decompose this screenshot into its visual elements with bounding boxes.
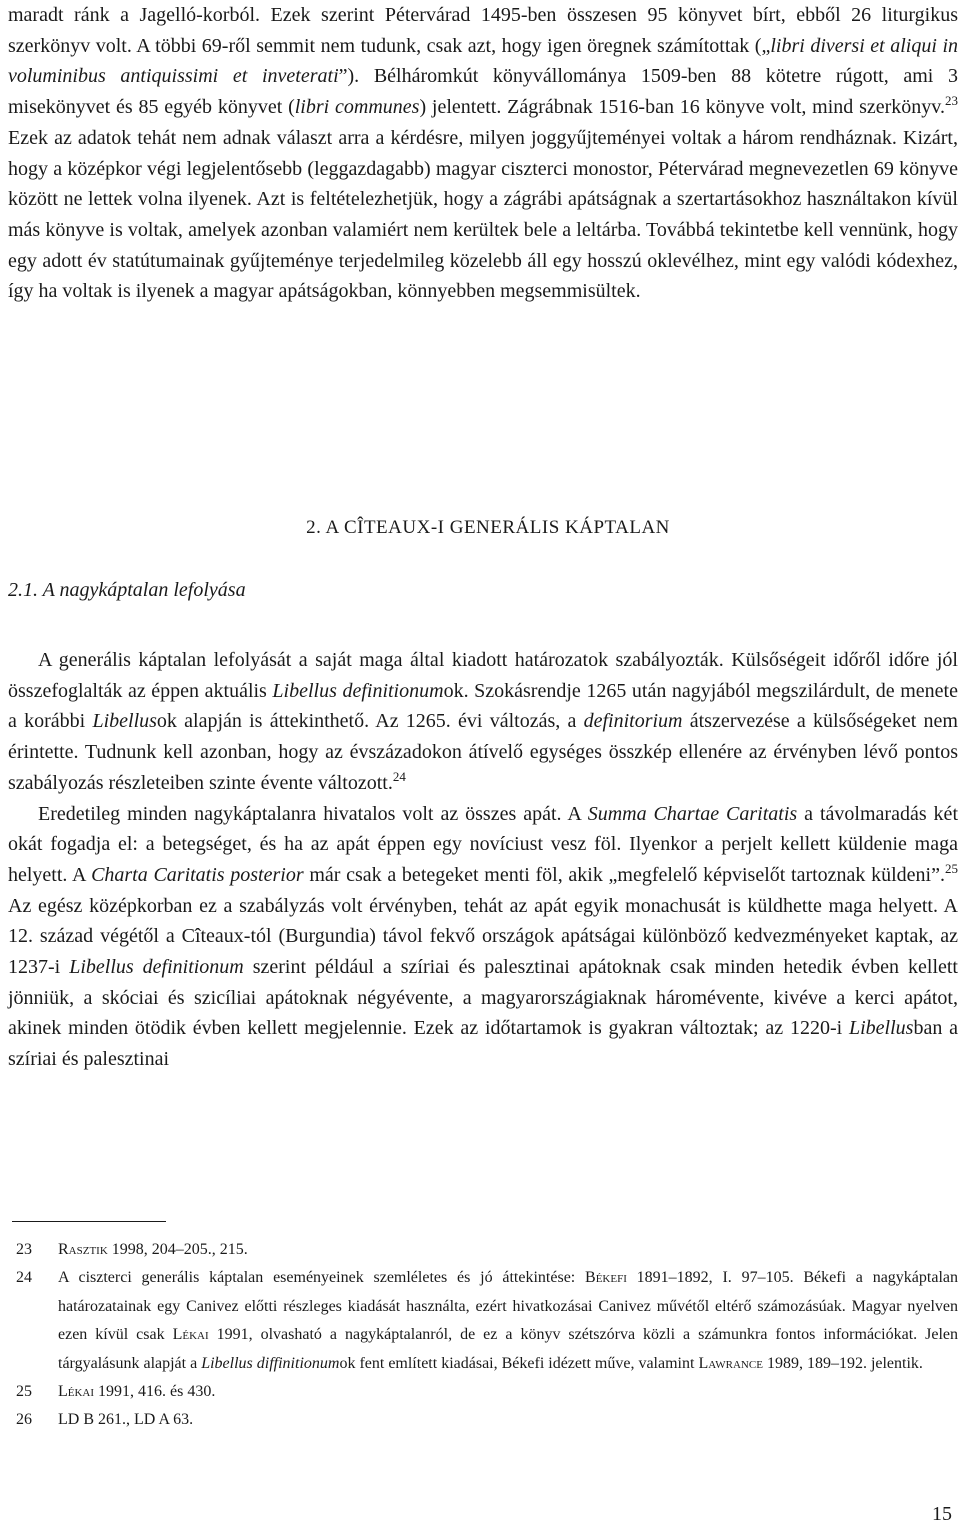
text-run: A ciszterci generális káptalan eseményeinek szemléletes és jó áttekintése:: [58, 1269, 586, 1287]
text-run: 1891–1892, I. 97–105. Békefi a nagykáptalan határozatainak egy Canivez előtti részleges kiadását használta, ezért hivatkozásai Canivez művétől eltérő számozásúak. Magyar nyelven ezen kívül csak: [58, 1269, 958, 1344]
text-run: 1991, olvasható a nagykáptalanról, de ez a könyv szétszórva közli a számunkra fontos információkat. Jelen tárgyalásunk alapját a: [58, 1326, 959, 1372]
footnote-number: 24: [16, 1269, 32, 1287]
footnote-item: [8, 1264, 958, 1378]
text-run: ”). Bélháromkút könyvállománya 1509-ben 88 kötetre rúgott, ami 3 misekönyvet és 85 egyéb könyvet (: [8, 65, 958, 119]
text-run: a távolmaradás két okát fogadja el: a betegséget, és ha az apát éppen egy novíciust vesz föl. Ilyenkor a perjelt kellett küldenie maga helyett. A: [8, 802, 958, 886]
latin-title: Libellus definitionum: [69, 956, 244, 979]
latin-title: Libellus definitionum: [272, 679, 444, 702]
footnote-divider: [12, 1221, 166, 1222]
text-run: Eredetileg minden nagykáptalanra hivatalos volt az összes apát. A: [38, 802, 588, 825]
author-name: Lékai: [172, 1326, 209, 1344]
footnote-text: [58, 1264, 958, 1378]
page-number: 15: [932, 1503, 952, 1525]
footnote-ref-25[interactable]: 25: [944, 860, 958, 876]
author-name: Lawrance: [698, 1354, 763, 1372]
text-run: maradt ránk a Jagelló-korból. Ezek szerint Pétervárad 1495-ben összesen 95 könyvet bírt, ebből 26 liturgikus szerkönyv volt. A többi 69-ről semmit nem tudunk, csak azt, hogy igen öregnek számítottak („: [8, 4, 958, 57]
document-page: [8, 0, 959, 1525]
text-run: Ezek az adatok tehát nem adnak választ arra a kérdésre, milyen joggyűjteményei voltak a három rendháznak. Kizárt, hogy a középkor végi legjelentősebb (leggazdagabb) magyar ciszterci monostor, Pétervárad megnevezetlen 69 könyve között ne lettek volna ilyenek. Azt is feltételezhetjük, hogy a zágrábi apátságnak a szertartásokhoz használtakon kívül más könyve is voltak, amelyek azonban valamiért nem kerültek bele a leltárba. Továbbá tekintetbe kell vennünk, hogy egy adott év statútumainak gyűjteménye terjedelmileg közelebb áll egy hosszú oklevélhez, mint egy valódi kódexhez, így ha voltak is ilyenek a magyar apátságokban, könnyebben megsemmisültek.: [8, 126, 958, 303]
footnote-text: [58, 1236, 958, 1264]
latin-quote: libri diversi et aliqui in voluminibus antiquissimi et inveterati: [8, 34, 959, 88]
body-paragraph-3: [8, 799, 958, 1075]
text-run: ) jelentett. Zágrábnak 1516-ban 16 könyve volt, mind szerkönyv.: [419, 96, 945, 119]
chapter-title: 2. A CÎTEAUX-I GENERÁLIS KÁPTALAN: [306, 517, 670, 538]
text-run: Az egész középkorban ez a szabályzás volt érvényben, tehát az apát egyik monachusát is küldhette maga helyett. A 12. század végétől a Cîteaux-tól (Burgundia) távol fekvő országok apátságai különböző kedvezményeket kaptak, az 1237-i: [8, 894, 958, 979]
footnote-ref-24[interactable]: 24: [392, 768, 406, 784]
latin-title: Libellus: [92, 710, 157, 733]
footnote-number: 26: [16, 1411, 32, 1429]
latin-term: libri communes: [294, 96, 420, 119]
text-run: ban a szíriai és palesztinai: [8, 1017, 958, 1071]
latin-title: Charta Caritatis posterior: [91, 863, 304, 886]
latin-title: Libellus: [848, 1017, 914, 1040]
footnote-number: 23: [16, 1241, 32, 1258]
latin-title: Summa Chartae Caritatis: [587, 802, 798, 825]
author-name: Békefi: [585, 1269, 627, 1287]
latin-title: Libellus diffinitionum: [201, 1354, 340, 1372]
author-name: Lékai: [58, 1383, 95, 1401]
footnote-text: [58, 1378, 958, 1406]
text-run: szerint például a szíriai és palesztinai apátoknak csak minden hetedik évben kellett jönniük, a skóciai és szicíliai apátoknak négyévente, a magyarországiaknak háromévente, kivéve a kerci apátot, akinek minden ötödik évben kellett megjelennie. Ezek az időtartamok is gyakran változtak; az 1220-i: [8, 956, 958, 1040]
footnote-ref-23[interactable]: 23: [945, 93, 958, 109]
section-title: 2.1. A nagykáptalan lefolyása: [8, 579, 246, 601]
footnote-item: [8, 1378, 958, 1406]
footnotes: [8, 1236, 958, 1435]
text-run: A generális káptalan lefolyását a saját maga által kiadott határozatok szabályozták. Külsőségeit időről időre jól összefoglalták az éppen aktuális: [8, 649, 958, 702]
text-run: 1991, 416. és 430.: [94, 1383, 216, 1401]
author-name: Rasztik: [58, 1241, 108, 1258]
text-run: már csak a betegeket menti föl, akik „megfelelő képviselőt tartoznak küldeni”.: [303, 863, 945, 886]
text-run: LD B 261., LD A 63.: [58, 1411, 194, 1429]
latin-term: definitorium: [583, 710, 683, 733]
body-paragraph-1: [8, 0, 958, 307]
text-run: átszervezése a külsőségeket nem érintette. Tudnunk kell azonban, hogy az évszázadokon átívelő egységes összkép ellenére az érvényben lévő pontos szabályozás részleteiben szinte évente változott.: [8, 710, 958, 794]
footnote-item: [8, 1406, 958, 1434]
footnote-item: [8, 1236, 958, 1264]
footnote-number: 25: [16, 1383, 32, 1401]
section-body: [8, 645, 958, 1075]
footnote-text: [58, 1406, 958, 1434]
text-run: 1998, 204–205., 215.: [107, 1241, 248, 1258]
text-run: ok alapján is áttekinthető. Az 1265. évi változás, a: [156, 710, 584, 733]
text-run: ok. Szokásrendje 1265 után nagyjából megszilárdult, de menete a korábbi: [8, 679, 958, 733]
body-paragraph-2: [8, 645, 958, 799]
text-run: 1989, 189–192. jelentik.: [762, 1354, 923, 1372]
text-run: ok fent említett kiadásai, Békefi idézett műve, valamint: [339, 1354, 699, 1372]
